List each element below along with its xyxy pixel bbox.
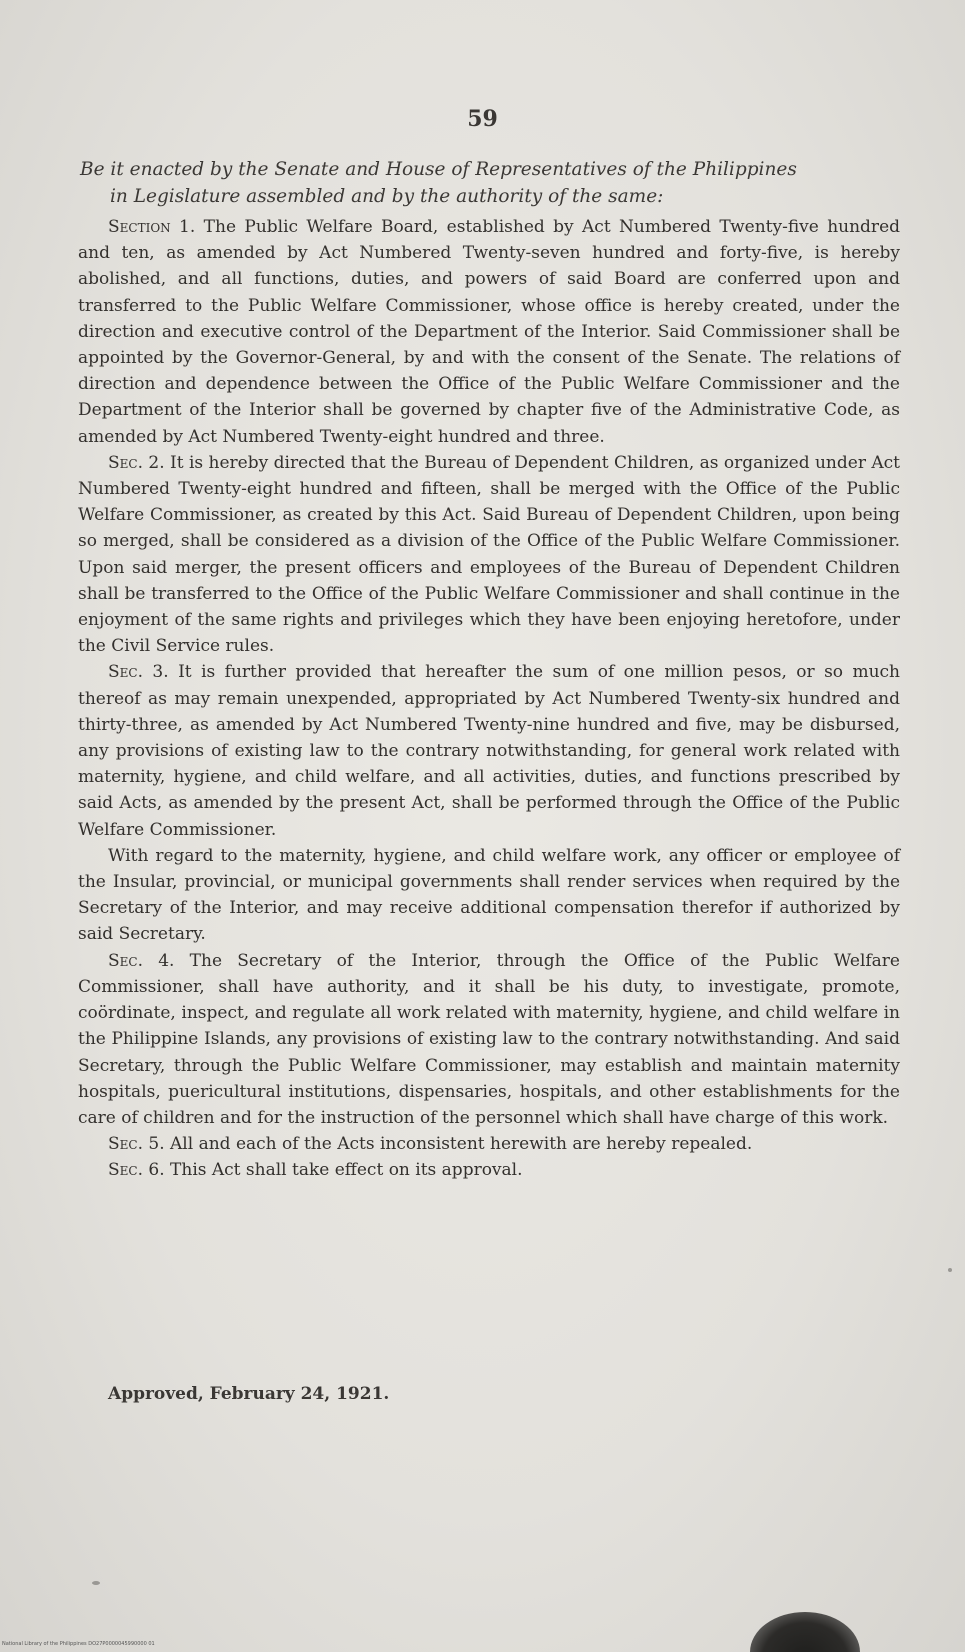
section-5 [78, 1131, 900, 1157]
enacting-clause-line2: in Legislature assembled and by the authority of the same: [110, 186, 664, 207]
approval-date: Approved, February 24, 1921. [108, 1384, 390, 1404]
section-text: The Secretary of the Interior, through the Office of the Public Welfare Commissioner, shall have authority, and it shall be his duty, to investigate, promote, coördinate, inspect, and regulate all work related with maternity, hygiene, and child welfare in the Philippine Islands, any provisions of existing law to the contrary notwithstanding. And said Secretary, through the Public Welfare Commissioner, may establish and maintain maternity hospitals, puericultural institutions, dispensaries, hospitals, and other establishments for the care of children and for the instruction of the personnel which shall have charge of this work. [78, 950, 900, 1128]
section-2 [78, 450, 900, 660]
scan-speck [92, 1581, 100, 1585]
section-text: It is further provided that hereafter the sum of one million pesos, or so much thereof as may remain unexpended, appropriated by Act Numbered Twenty-six hundred and thirty-three, as amended by Act Numbered Twenty-nine hundred and five, may be disbursed, any provisions of existing law to the contrary notwithstanding, for general work related with maternity, hygiene, and child welfare, and all activities, duties, and functions prescribed by said Acts, as amended by the present Act, shall be performed through the Office of the Public Welfare Commissioner. [78, 662, 900, 840]
section-label: Sec. 4. [108, 950, 175, 971]
archive-caption: National Library of the Philippines DO27P0000045990000 01 [2, 1641, 155, 1647]
section-label: Sec. 5. [108, 1134, 165, 1155]
section-6 [78, 1157, 900, 1183]
page-number: 59 [467, 106, 498, 132]
section-3-paragraph-2 [78, 843, 900, 948]
act-body [78, 214, 900, 1184]
section-label: Sec. 6. [108, 1160, 165, 1181]
scan-speck [948, 1268, 952, 1272]
section-label: Section 1. [108, 217, 196, 237]
section-label: Sec. 3. [108, 662, 169, 683]
enacting-clause [80, 156, 900, 210]
scan-artifact-corner [750, 1612, 860, 1652]
section-text: This Act shall take effect on its approval. [164, 1160, 523, 1181]
section-3 [78, 659, 900, 842]
section-label: Sec. 2. [108, 452, 165, 473]
section-text: All and each of the Acts inconsistent herewith are hereby repealed. [164, 1134, 753, 1155]
section-4 [78, 948, 900, 1131]
section-text: The Public Welfare Board, established by Act Numbered Twenty-five hundred and ten, as amended by Act Numbered Twenty-seven hundred and forty-five, is hereby abolished, and all functions, duties, and powers of said Board are conferred upon and transferred to the Public Welfare Commissioner, whose office is hereby created, under the direction and executive control of the Department of the Interior. Said Commissioner shall be appointed by the Governor-General, by and with the consent of the Senate. The relations of direction and dependence between the Office of the Public Welfare Commissioner and the Department of the Interior shall be governed by chapter five of the Administrative Code, as amended by Act Numbered Twenty-eight hundred and three. [78, 217, 901, 447]
section-1 [78, 214, 900, 450]
enacting-clause-line1: Be it enacted by the Senate and House of Representatives of the Philippines [80, 159, 797, 180]
section-text: It is hereby directed that the Bureau of Dependent Children, as organized under Act Numbered Twenty-eight hundred and fifteen, shall be merged with the Office of the Public Welfare Commissioner, as created by this Act. Said Bureau of Dependent Children, upon being so merged, shall be considered as a division of the Office of the Public Welfare Commissioner. Upon said merger, the present officers and employees of the Bureau of Dependent Children shall be transferred to the Office of the Public Welfare Commissioner and shall continue in the enjoyment of the same rights and privileges which they have been enjoying heretofore, under the Civil Service rules. [78, 452, 900, 657]
section-text: With regard to the maternity, hygiene, and child welfare work, any officer or employee of the Insular, provincial, or municipal governments shall render services when required by the Secretary of the Interior, and may receive additional compensation therefor if authorized by said Secretary. [78, 845, 900, 945]
